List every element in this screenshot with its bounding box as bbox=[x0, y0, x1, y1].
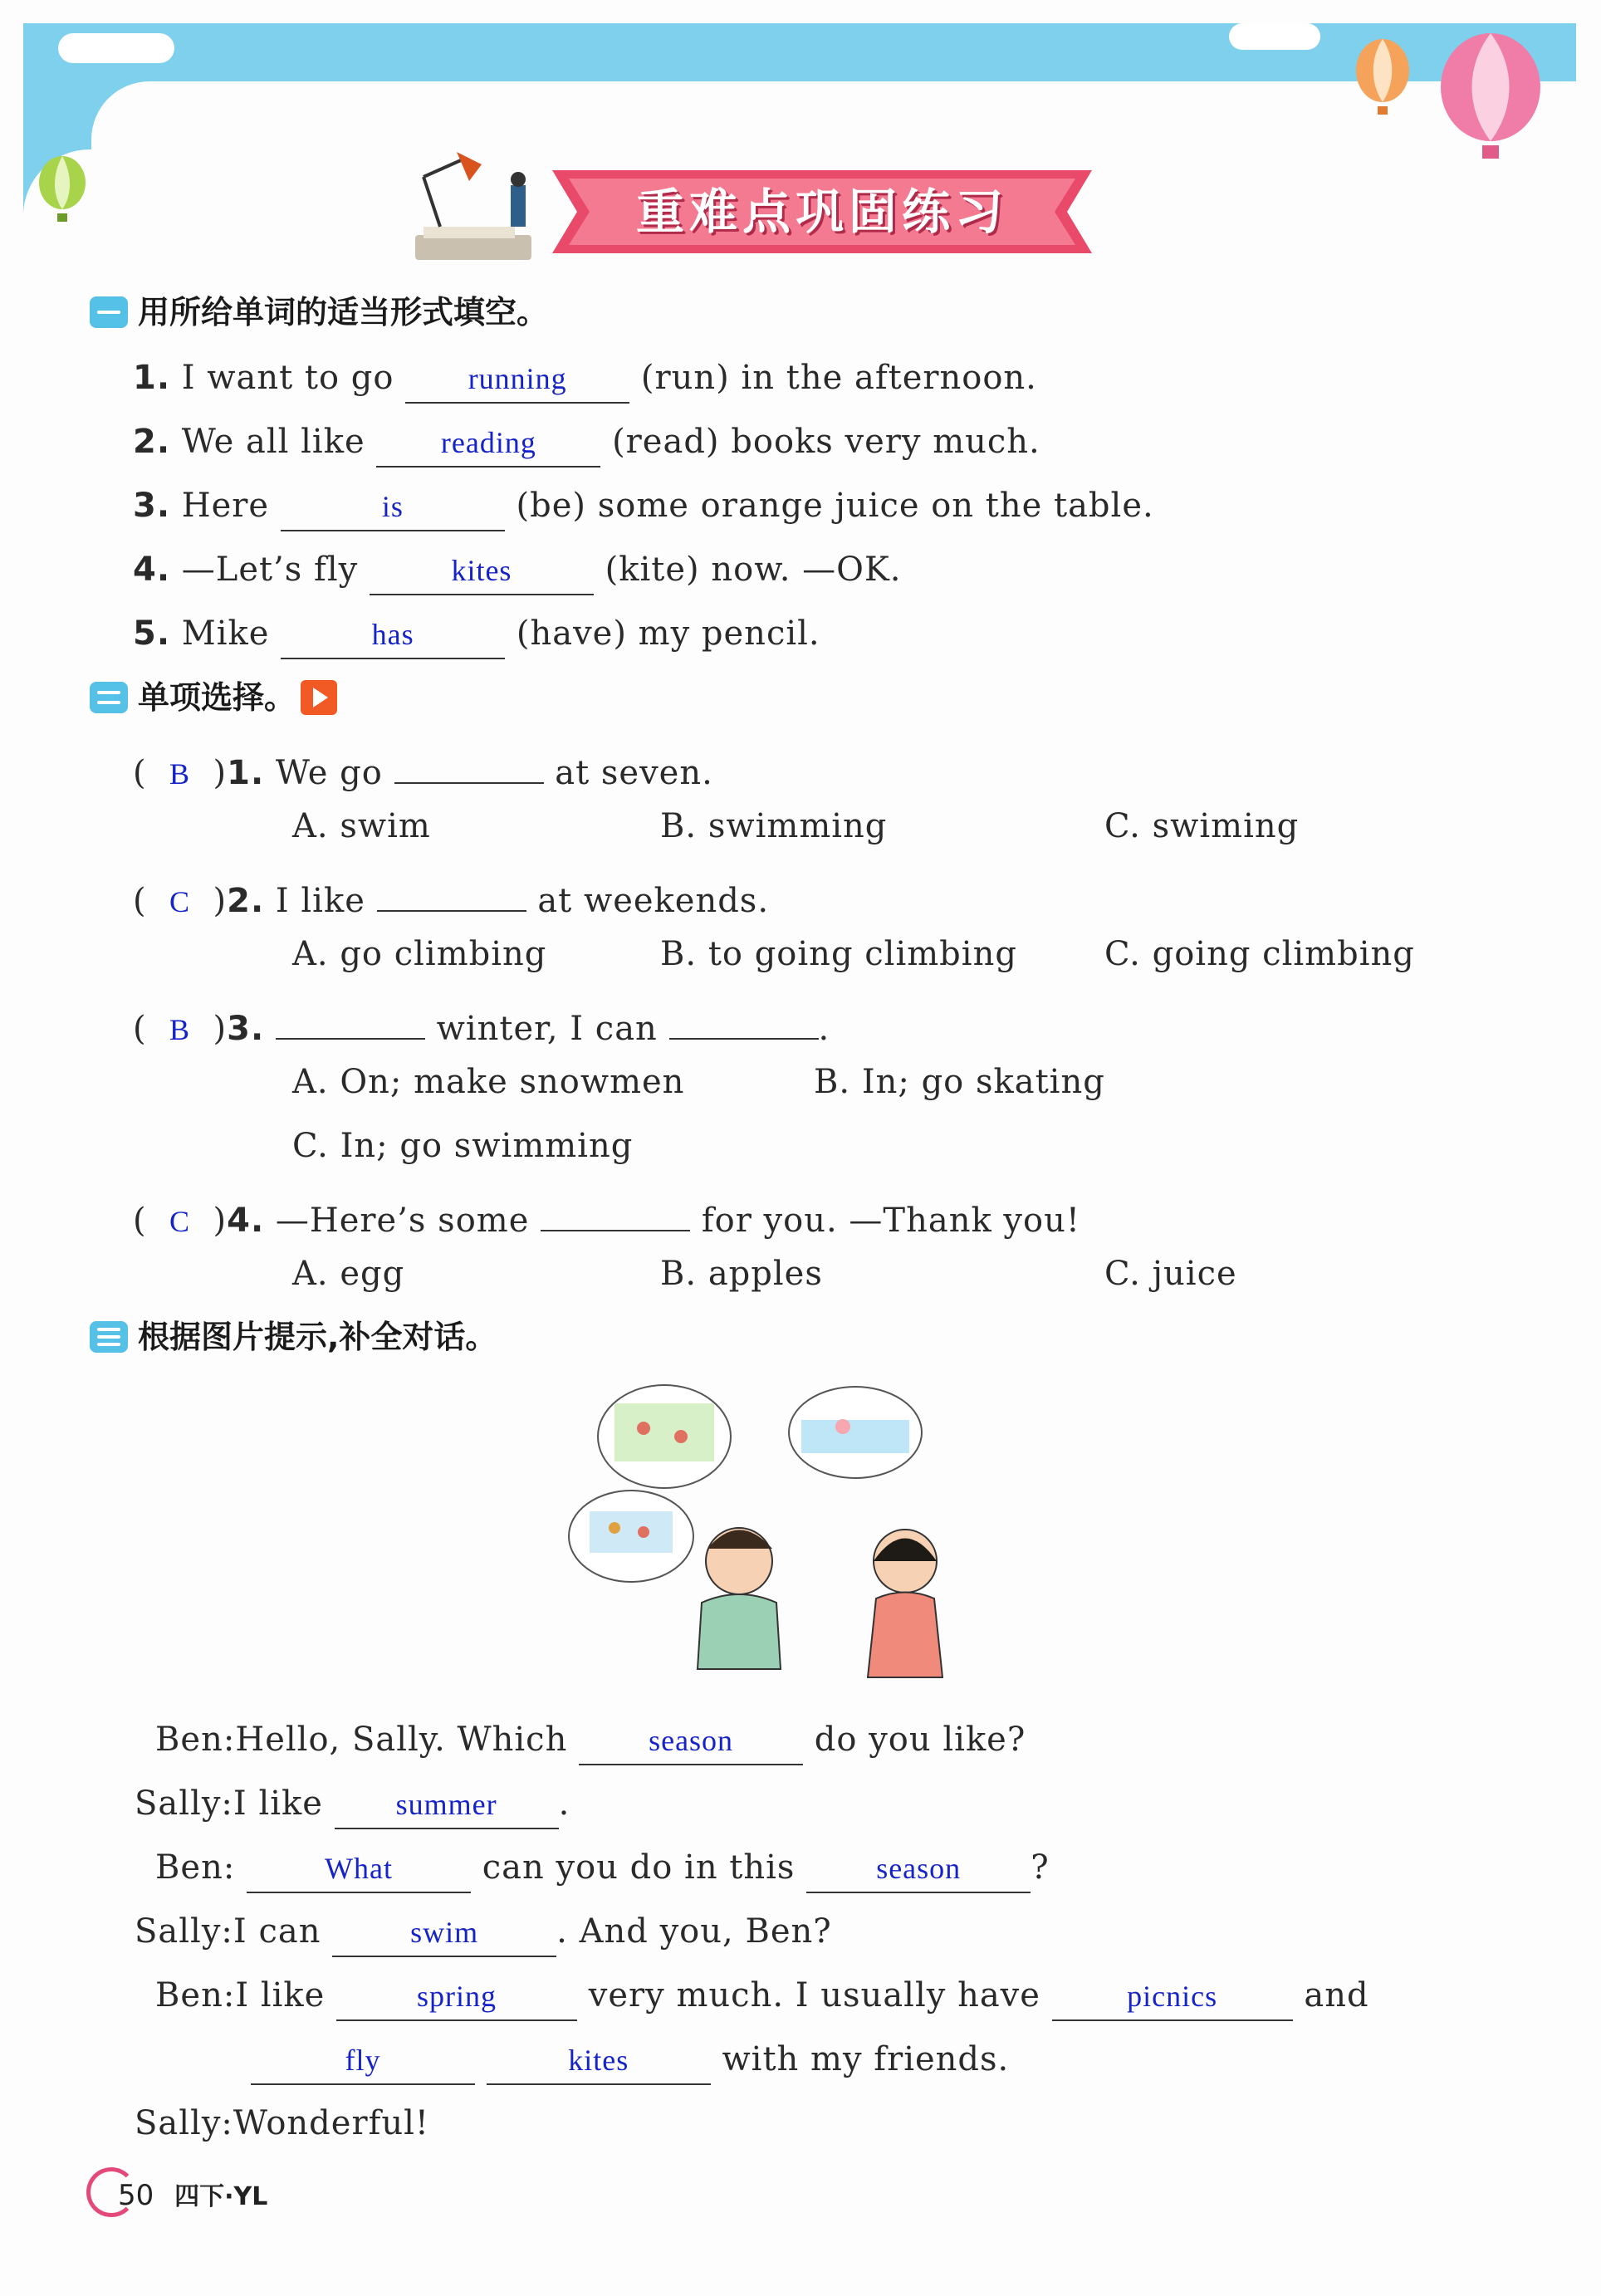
fill-item-2: 2. We all like reading (read) books very much. bbox=[133, 417, 1040, 467]
answer-blank[interactable]: running bbox=[405, 357, 629, 404]
choice-question-2: ( C )2. I like at weekends. bbox=[133, 865, 769, 915]
dialog-line-5: Ben:I like spring very much. I usually have picnics and bbox=[155, 1970, 1369, 2020]
fill-item-3: 3. Here is (be) some orange juice on the table. bbox=[133, 481, 1154, 531]
section-number-icon bbox=[90, 1321, 128, 1353]
answer-blank[interactable]: swim bbox=[332, 1911, 556, 1957]
choice-answer: B bbox=[169, 1013, 191, 1046]
banner-title: 重难点巩固练习 bbox=[635, 184, 1008, 240]
dialog-line-2: Sally:I like summer . bbox=[135, 1779, 570, 1828]
hot-air-balloons-icon bbox=[1349, 33, 1557, 166]
section-3-heading: 根据图片提示,补全对话。 bbox=[90, 1314, 497, 1360]
choice-answer: B bbox=[169, 757, 191, 791]
dialog-illustration bbox=[565, 1378, 996, 1686]
dialog-line-7: Sally:Wonderful! bbox=[135, 2104, 429, 2142]
answer-blank[interactable]: summer bbox=[335, 1783, 559, 1829]
answer-blank[interactable]: reading bbox=[376, 421, 600, 468]
answer-blank[interactable]: season bbox=[806, 1847, 1031, 1893]
fill-item-1: 1. I want to go running (run) in the afternoon. bbox=[133, 353, 1037, 403]
option-c[interactable]: C. juice bbox=[1104, 1255, 1237, 1293]
choice-answer: C bbox=[169, 1205, 191, 1238]
option-a[interactable]: A. egg bbox=[292, 1255, 405, 1293]
answer-blank[interactable] bbox=[377, 865, 526, 912]
option-a[interactable]: A. swim bbox=[292, 807, 431, 845]
answer-blank[interactable]: spring bbox=[336, 1975, 577, 2021]
dialog-line-1: Ben:Hello, Sally. Which season do you like? bbox=[155, 1715, 1026, 1765]
answer-blank[interactable]: is bbox=[281, 485, 505, 531]
play-video-icon[interactable] bbox=[301, 680, 337, 715]
answer-blank[interactable]: fly bbox=[251, 2039, 475, 2085]
choice-question-4: ( C )4. —Here’s some for you. —Thank you! bbox=[133, 1185, 1080, 1235]
dialog-line-4: Sally:I can swim . And you, Ben? bbox=[135, 1907, 832, 1956]
option-b[interactable]: B. to going climbing bbox=[660, 935, 1017, 973]
section-number-icon bbox=[90, 682, 128, 713]
section-1-heading: 用所给单词的适当形式填空。 bbox=[90, 289, 548, 335]
fill-item-5: 5. Mike has (have) my pencil. bbox=[133, 609, 820, 658]
answer-blank[interactable]: has bbox=[281, 613, 505, 659]
dialog-line-3: Ben: What can you do in this season ? bbox=[155, 1843, 1050, 1892]
answer-blank[interactable]: What bbox=[247, 1847, 471, 1893]
section-2-heading: 单项选择。 bbox=[90, 674, 337, 721]
reading-lamp-icon bbox=[390, 148, 556, 272]
cloud-icon bbox=[58, 33, 174, 63]
balloon-icon bbox=[29, 154, 95, 228]
answer-blank[interactable]: picnics bbox=[1052, 1975, 1293, 2021]
option-c[interactable]: C. going climbing bbox=[1104, 935, 1415, 973]
answer-blank[interactable] bbox=[669, 993, 819, 1040]
answer-blank[interactable] bbox=[541, 1185, 690, 1231]
answer-blank[interactable]: kites bbox=[370, 549, 594, 595]
section-banner bbox=[552, 170, 1092, 253]
option-a[interactable]: A. go climbing bbox=[292, 935, 547, 973]
cloud-icon bbox=[1229, 23, 1320, 50]
page-number: 50 bbox=[118, 2179, 154, 2212]
choice-question-3: ( B )3. winter, I can . bbox=[133, 993, 830, 1043]
section-number-icon bbox=[90, 296, 128, 328]
answer-blank[interactable] bbox=[394, 737, 544, 784]
choice-answer: C bbox=[169, 885, 191, 918]
dialog-line-6: fly kites with my friends. bbox=[251, 2034, 1009, 2084]
page-footer bbox=[93, 2176, 268, 2212]
option-c[interactable]: C. swiming bbox=[1104, 807, 1300, 845]
choice-question-1: ( B )1. We go at seven. bbox=[133, 737, 713, 787]
grade-label: 四下·YL bbox=[174, 2182, 268, 2211]
option-b[interactable]: B. In; go skating bbox=[814, 1063, 1105, 1101]
option-b[interactable]: B. apples bbox=[660, 1255, 823, 1293]
answer-blank[interactable]: season bbox=[579, 1719, 803, 1765]
option-c[interactable]: C. In; go swimming bbox=[292, 1127, 634, 1165]
answer-blank[interactable]: kites bbox=[487, 2039, 711, 2085]
fill-item-4: 4. —Let’s fly kites (kite) now. —OK. bbox=[133, 545, 902, 595]
answer-blank[interactable] bbox=[276, 993, 425, 1040]
option-b[interactable]: B. swimming bbox=[660, 807, 888, 845]
option-a[interactable]: A. On; make snowmen bbox=[292, 1063, 685, 1101]
